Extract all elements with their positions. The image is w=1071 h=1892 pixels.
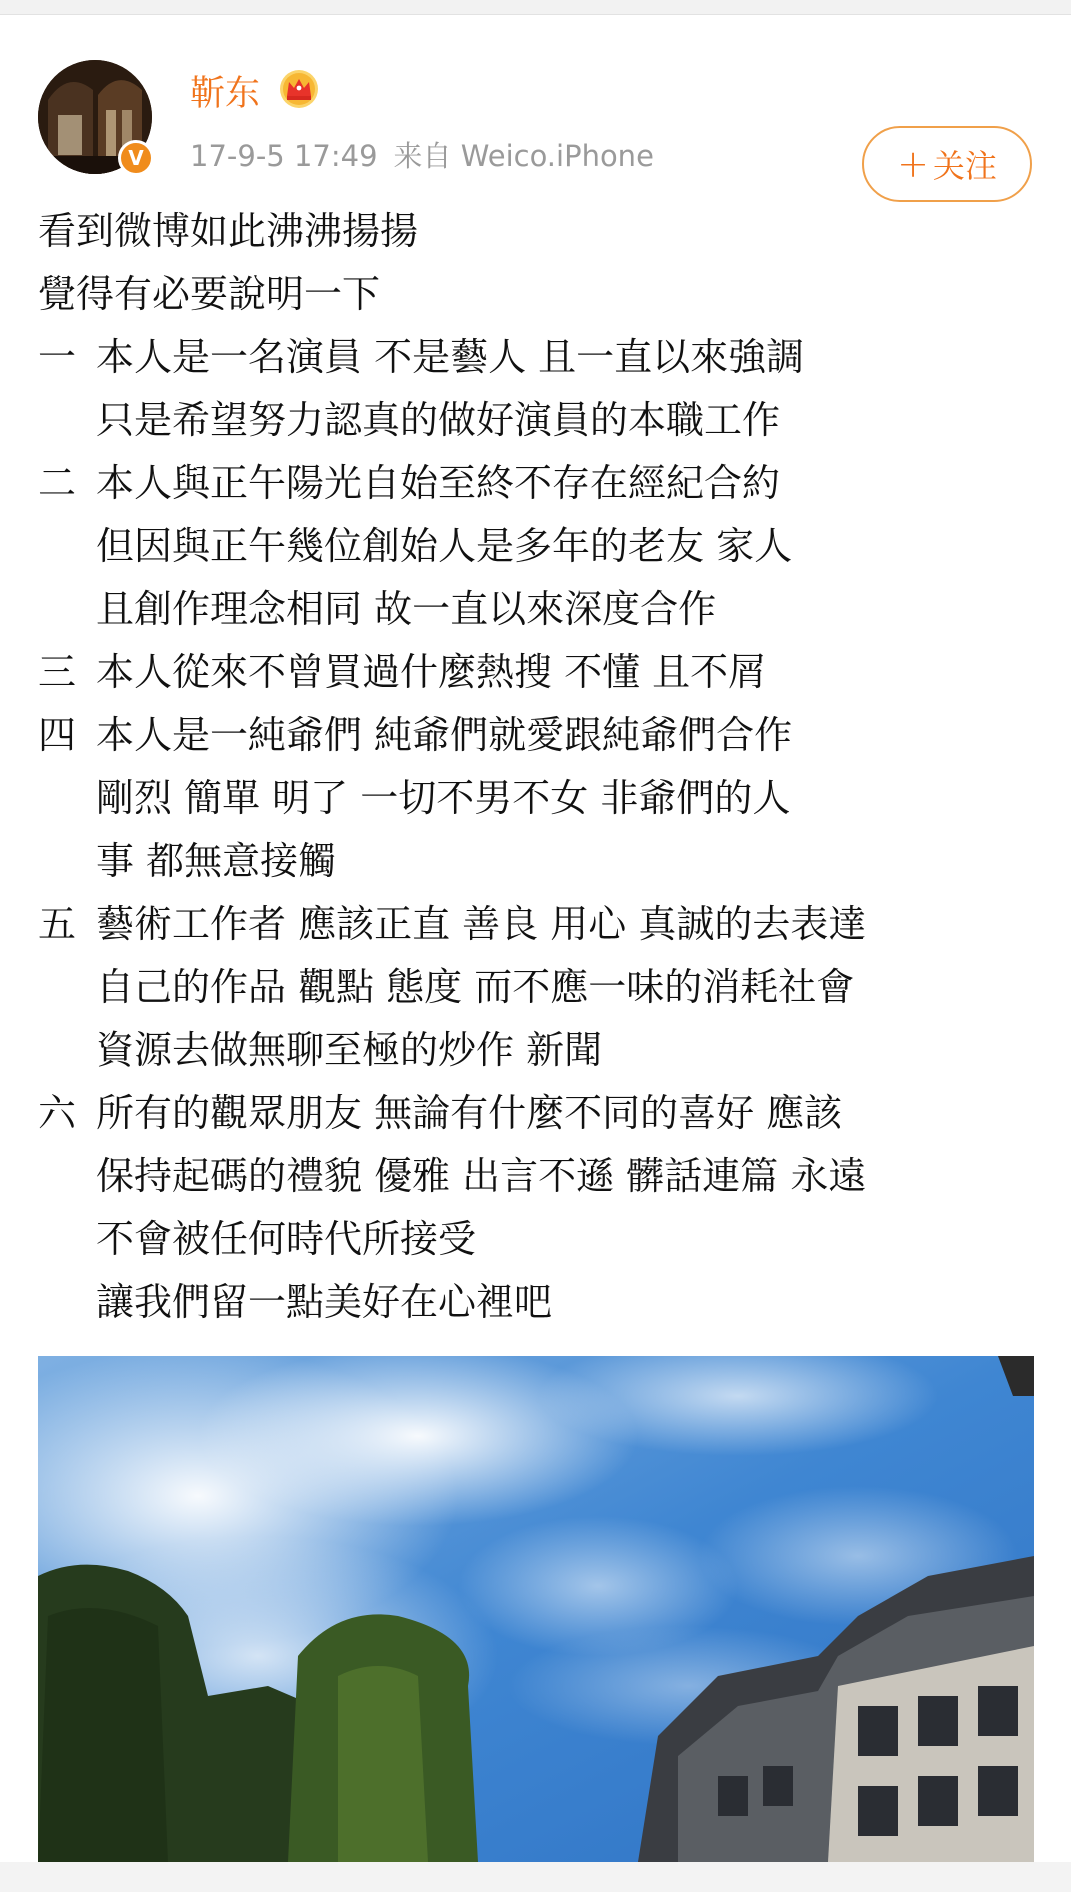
post-line — [38, 515, 1038, 578]
post-body — [38, 200, 1038, 1334]
verified-badge-label: V — [128, 146, 144, 170]
post-line — [38, 641, 1038, 704]
top-divider — [0, 0, 1071, 15]
post-line — [38, 578, 1038, 641]
post-line — [38, 263, 1038, 326]
post-source[interactable]: 来自 Weico.iPhone — [393, 139, 654, 173]
post-line-number: 一 — [38, 335, 77, 379]
post-line-text: 事 都無意接觸 — [96, 839, 337, 883]
post-line-text: 本人與正午陽光自始至終不存在經紀合約 — [96, 461, 781, 505]
verified-badge-icon — [118, 140, 154, 176]
post-line-text: 剛烈 簡單 明了 一切不男不女 非爺們的人 — [96, 776, 791, 820]
post-line-number: 四 — [38, 713, 77, 757]
post-line-text: 所有的觀眾朋友 無論有什麼不同的喜好 應該 — [96, 1091, 843, 1135]
follow-button[interactable] — [862, 126, 1032, 202]
post-line-text: 讓我們留一點美好在心裡吧 — [96, 1280, 553, 1324]
post-line — [38, 1145, 1038, 1208]
post-line — [38, 704, 1038, 767]
post-meta — [190, 134, 654, 175]
post-line-text: 看到微博如此沸沸揚揚 — [38, 209, 419, 253]
post-line-text: 本人是一純爺們 純爺們就愛跟純爺們合作 — [96, 713, 793, 757]
post-line-text: 藝術工作者 應該正直 善良 用心 真誠的去表達 — [96, 902, 867, 946]
post-line-number: 二 — [38, 461, 77, 505]
post-line — [38, 830, 1038, 893]
post-line-number: 五 — [38, 902, 77, 946]
sky-building-photo — [38, 1356, 1034, 1862]
post-line-text: 但因與正午幾位創始人是多年的老友 家人 — [96, 524, 793, 568]
plus-icon: + — [897, 142, 929, 186]
post-line — [38, 1271, 1038, 1334]
post-line-text: 覺得有必要說明一下 — [38, 272, 381, 316]
post-line-text: 且創作理念相同 故一直以來深度合作 — [96, 587, 717, 631]
post-line-text: 不會被任何時代所接受 — [96, 1217, 477, 1261]
post-header — [0, 60, 1071, 186]
post-line — [38, 389, 1038, 452]
post-line — [38, 326, 1038, 389]
post-line-text: 保持起碼的禮貌 優雅 出言不遜 髒話連篇 永遠 — [96, 1154, 867, 1198]
bottom-divider — [0, 1862, 1071, 1892]
post-line-number: 六 — [38, 1091, 77, 1135]
crown-icon[interactable] — [278, 68, 320, 110]
post-timestamp: 17-9-5 17:49 — [190, 139, 378, 173]
post-image[interactable] — [38, 1356, 1034, 1862]
follow-button-label: 关注 — [932, 147, 997, 185]
post-line — [38, 893, 1038, 956]
post-line — [38, 956, 1038, 1019]
post-line-text: 本人從來不曾買過什麼熱搜 不懂 且不屑 — [96, 650, 767, 694]
post-line — [38, 1082, 1038, 1145]
post-line — [38, 1208, 1038, 1271]
post-line-text: 資源去做無聊至極的炒作 新聞 — [96, 1028, 603, 1072]
post-line — [38, 767, 1038, 830]
post-line-number: 三 — [38, 650, 77, 694]
post-line — [38, 200, 1038, 263]
post-line-text: 自己的作品 觀點 態度 而不應一味的消耗社會 — [96, 965, 855, 1009]
username[interactable]: 靳东 — [190, 74, 261, 114]
post-line-text: 本人是一名演員 不是藝人 且一直以來強調 — [96, 335, 805, 379]
post-line-text: 只是希望努力認真的做好演員的本職工作 — [96, 398, 781, 442]
post-line — [38, 452, 1038, 515]
post-line — [38, 1019, 1038, 1082]
